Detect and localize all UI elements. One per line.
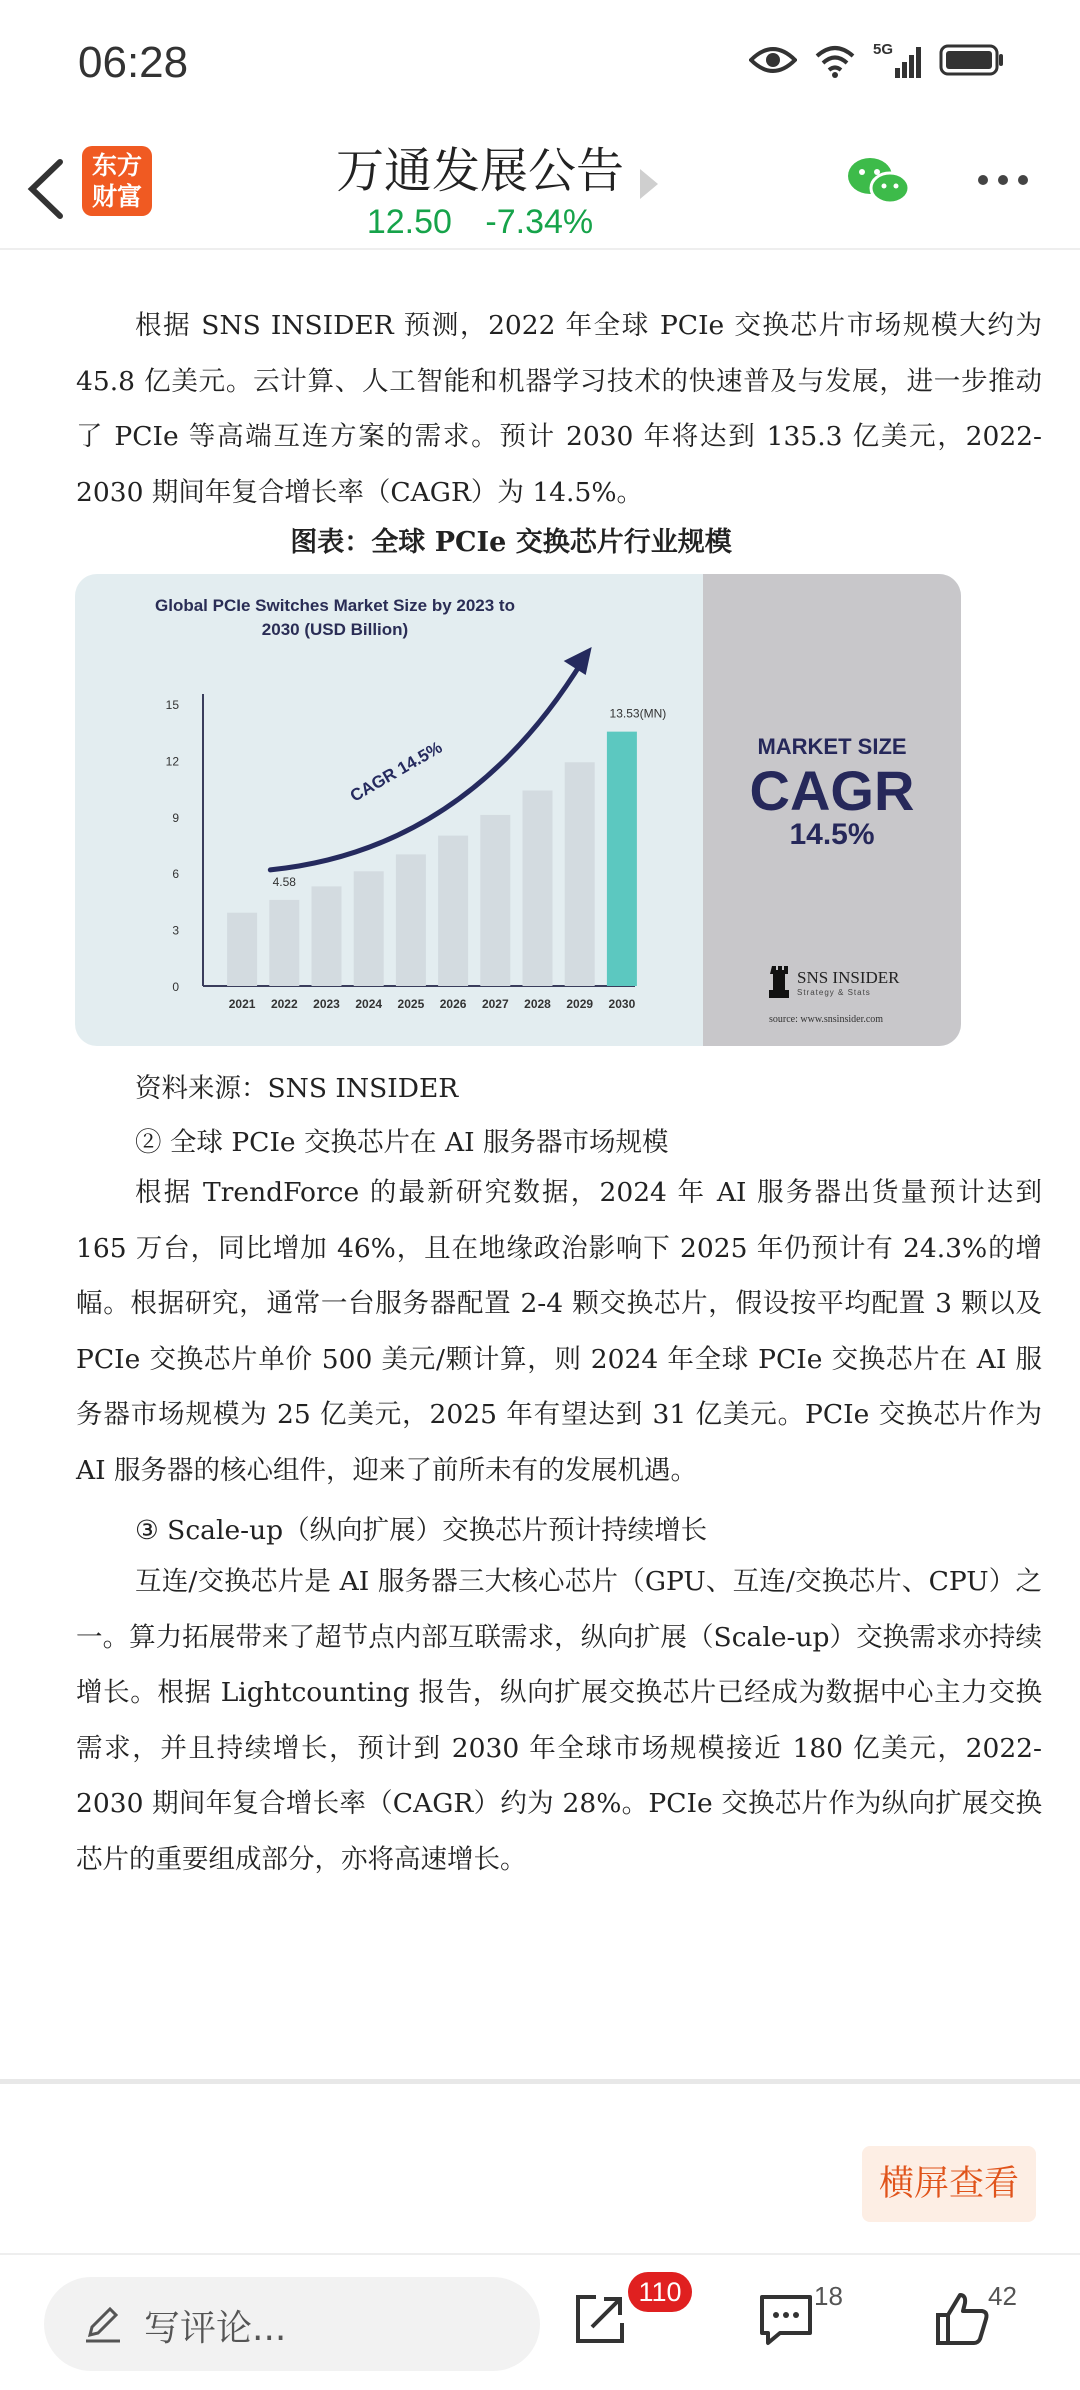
status-time: 06:28 <box>78 38 189 87</box>
wifi-icon <box>813 42 857 78</box>
data-label: 13.53(MN) <box>609 706 667 721</box>
x-tick-label: 2029 <box>566 997 594 1011</box>
stock-quote <box>300 203 660 242</box>
chart-source-note: source: www.snsinsider.com <box>769 1014 884 1025</box>
bottom-action-bar <box>0 2253 1080 2390</box>
cagr-annotation: CAGR 14.5% <box>346 737 446 806</box>
y-tick-label: 6 <box>172 867 179 882</box>
app-logo <box>82 146 152 216</box>
y-tick-label: 9 <box>172 810 179 825</box>
network-label: 5G <box>873 41 894 58</box>
section-heading-2: ② 全球 PCIe 交换芯片在 AI 服务器市场规模 <box>135 1127 669 1158</box>
bar-2023 <box>312 886 342 986</box>
figure-source: 资料来源：SNS INSIDER <box>135 1073 459 1104</box>
x-tick-label: 2022 <box>270 997 298 1011</box>
logo-line1: 东方 <box>91 151 142 180</box>
more-button[interactable] <box>975 172 1031 192</box>
x-tick-label: 2024 <box>355 997 383 1011</box>
comment-bubble-icon <box>756 2289 816 2349</box>
bar-2024 <box>354 871 384 986</box>
x-tick-label: 2030 <box>608 997 636 1011</box>
comments-button[interactable] <box>756 2289 816 2353</box>
share-button[interactable] <box>570 2289 630 2353</box>
panel-line3: 14.5% <box>789 818 875 851</box>
landscape-view-button[interactable]: 横屏查看 <box>862 2146 1036 2222</box>
status-icons <box>749 40 1005 80</box>
y-tick-label: 15 <box>165 698 179 712</box>
stock-price: 12.50 <box>366 203 452 241</box>
bar-2027 <box>480 815 510 986</box>
bar-chart <box>75 574 703 1046</box>
y-tick-label: 3 <box>172 923 179 938</box>
wechat-icon <box>846 154 912 210</box>
panel-line2: CAGR <box>749 759 915 822</box>
y-tick-label: 0 <box>172 980 179 994</box>
x-tick-label: 2023 <box>313 997 340 1011</box>
chart-title: Global PCIe Switches Market Size by 2023 to 2030 (USD Billion) <box>155 596 515 639</box>
chess-rook-icon <box>769 964 791 1000</box>
panel-line1: MARKET SIZE <box>757 734 907 759</box>
stock-change: -7.34% <box>485 203 594 241</box>
wechat-share-button[interactable] <box>846 154 912 214</box>
cellular-signal-icon <box>873 40 923 80</box>
thumbs-up-icon <box>932 2289 992 2349</box>
bar-2022 <box>269 900 299 986</box>
next-arrow-button[interactable] <box>636 165 662 207</box>
title-block <box>300 132 660 242</box>
section-divider <box>0 2079 1080 2084</box>
bar-2026 <box>438 836 468 986</box>
battery-icon <box>939 43 1005 77</box>
comment-placeholder: 写评论... <box>144 2308 287 2349</box>
pencil-icon <box>82 2303 124 2345</box>
bar-2029 <box>565 762 595 986</box>
back-button[interactable] <box>22 154 82 224</box>
brand-name: SNS INSIDER <box>797 967 900 987</box>
like-button[interactable] <box>932 2289 992 2353</box>
x-tick-label: 2021 <box>228 997 256 1011</box>
chevron-left-icon <box>22 154 82 224</box>
paragraph-1: 根据 SNS INSIDER 预测，2022 年全球 PCIe 交换芯片市场规模大约为 45.8 亿美元。云计算、人工智能和机器学习技术的快速普及与发展，进一步推动了 PCIe 等高端互连方案的需求。预计 2030 年将达到 135.3 亿美元，2022-2030 期间年复合增长率（CAGR）为 14.5%。 <box>76 310 1042 508</box>
section-heading-3: ③ Scale-up（纵向扩展）交换芯片预计持续增长 <box>135 1515 708 1546</box>
eye-icon <box>749 44 797 76</box>
bar-2028 <box>523 790 553 986</box>
logo-line2: 财富 <box>91 182 142 211</box>
play-triangle-icon <box>636 165 662 203</box>
x-tick-label: 2026 <box>439 997 467 1011</box>
x-tick-label: 2025 <box>397 997 425 1011</box>
data-label: 4.58 <box>272 874 296 889</box>
like-count: 42 <box>988 2281 1017 2311</box>
x-tick-label: 2028 <box>524 997 551 1011</box>
x-tick-label: 2027 <box>481 997 509 1011</box>
share-icon <box>570 2289 630 2349</box>
paragraph-3: 互连/交换芯片是 AI 服务器三大核心芯片（GPU、互连/交换芯片、CPU）之一。算力拓展带来了超节点内部互联需求，纵向扩展（Scale-up）交换需求亦持续增长。根据 Lightcounting 报告，纵向扩展交换芯片已经成为数据中心主力交换需求，并且持续增长，预计到 2030 年全球市场规模接近 180 亿美元，2022-2030 期间年复合增长率（CAGR）约为 28%。PCIe 交换芯片作为纵向扩展交换芯片的重要组成部分，亦将高速增长。 <box>76 1566 1042 1875</box>
y-tick-label: 12 <box>165 754 179 769</box>
paragraph-2: 根据 TrendForce 的最新研究数据，2024 年 AI 服务器出货量预计达到 165 万台，同比增加 46%，且在地缘政治影响下 2025 年仍预计有 24.3%的增幅。根据研究，通常一台服务器配置 2-4 颗交换芯片，假设按平均配置 3 颗以及 PCIe 交换芯片单价 500 美元/颗计算，则 2024 年全球 PCIe 交换芯片在 AI 服务器市场规模为 25 亿美元，2025 年有望达到 31 亿美元。PCIe 交换芯片作为 AI 服务器的核心组件，迎来了前所未有的发展机遇。 <box>76 1177 1042 1486</box>
bar-2030 <box>607 732 637 986</box>
market-size-chart-image[interactable] <box>75 574 961 1046</box>
status-bar <box>0 0 1080 130</box>
sns-brand <box>769 964 900 1000</box>
comment-count: 18 <box>814 2281 843 2311</box>
comment-input[interactable] <box>44 2277 540 2371</box>
brand-sub: Strategy & Stats <box>797 987 871 997</box>
app-header <box>0 130 1080 250</box>
bar-2025 <box>396 854 426 986</box>
more-dots-icon <box>975 172 1031 188</box>
page-title: 万通发展公告 <box>335 143 624 199</box>
market-size-panel <box>703 574 961 1046</box>
figure-title: 图表：全球 PCIe 交换芯片行业规模 <box>290 527 732 558</box>
bar-2021 <box>227 913 257 986</box>
share-badge: 110 <box>628 2272 692 2312</box>
